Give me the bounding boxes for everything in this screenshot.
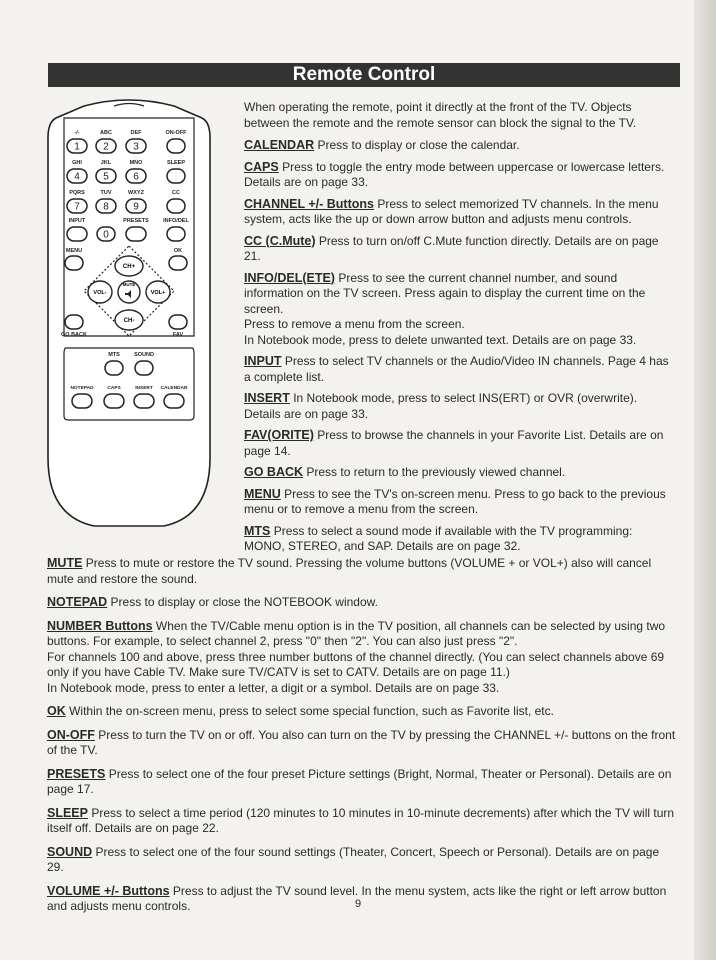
button-label: PQRS [69,190,85,196]
entry-desc: Within the on-screen menu, press to select some special function, such as Favorite list, etc. [69,704,554,718]
bottom-button-label: INSERT [135,386,153,391]
entry-calendar [244,138,674,154]
entry-key: NOTEPAD [47,595,108,609]
entry-desc: Press to adjust the TV sound level. In the menu system, acts like the right or left arrow button and adjusts menu controls. [47,883,667,913]
ch-down-label: CH- [123,318,135,324]
bottom-button-label: CAPS [107,386,121,391]
page-edge [694,0,716,960]
entry-go-back [244,465,674,481]
entry-desc: Press to toggle the entry mode between uppercase or lowercase letters. Details are on page 33. [244,159,665,189]
entry-menu [244,487,674,518]
page-number: 9 [355,898,362,910]
entry-key: GO BACK [244,465,304,479]
digit-label: 2 [103,141,109,153]
button-label: MNO [129,160,143,166]
entry-key: PRESETS [47,766,106,781]
fav-label: FAV [172,332,184,338]
entry-desc: Press to turn the TV on or off. You also can turn on the TV by pressing the CHANNEL +/- buttons on the front of the TV. [47,727,676,757]
mts-label: MTS [108,352,120,358]
entry-input [244,354,674,385]
entry-key: MENU [244,486,281,501]
entry-on-off [47,728,679,759]
button-label: INPUT [68,218,86,224]
mute-label: MUTE [122,282,136,287]
ch-up-label: CH+ [122,264,136,270]
ok-label: OK [173,248,183,254]
entry-fav-orite [244,428,674,459]
digit-label: 3 [133,141,139,153]
go-back-label: GO BACK [61,332,87,338]
entry-sleep [47,806,679,837]
sound-label: SOUND [134,352,154,358]
entry-desc: Press to mute or restore the TV sound. Pressing the volume buttons (VOLUME + or VOL+) also will cancel mute and restore the sound. [47,556,652,586]
vol-up-label: VOL+ [150,290,166,296]
entry-key: VOLUME +/- Buttons [47,883,170,898]
entry-key: ON-OFF [47,727,95,742]
entry-desc: Press to select a time period (120 minutes to 10 minutes in 10-minute decrements) after which the TV will turn itself off. Details are on page 22. [47,805,675,835]
button-label: INFO/DEL [163,218,189,224]
entry-key: SOUND [47,844,93,859]
entry-sound [47,845,679,876]
entry-key: FAV(ORITE) [244,428,314,442]
intro-text: When operating the remote, point it directly at the front of the TV. Objects between the remote and the remote sensor can block the signal to the TV. [244,100,637,130]
entry-key: MUTE [47,556,83,570]
digit-label: 4 [74,171,80,183]
digit-label: 0 [103,229,109,241]
entry-mute [47,556,679,587]
entry-key: INSERT [244,391,290,405]
button-label: GHI [72,160,82,166]
button-label: TUV [100,190,112,196]
entry-line: For channels 100 and above, press three number buttons of the channel directly. (You can select channels above 69 only if you have Cable TV. Make sure TV/CATV is set to CATV. Details are on page 11.) [47,649,665,679]
entry-ok [47,704,679,720]
entry-key: CALENDAR [244,138,315,152]
entry-desc: Press to return to the previously viewed channel. [306,465,566,479]
page-title: Remote Control [292,64,436,85]
entry-key: CHANNEL +/- Buttons [244,196,374,211]
entry-key: INFO/DEL(ETE) [244,270,335,285]
digit-label: 9 [133,201,139,213]
entry-desc: Press to select memorized TV channels. In the menu system, acts like the up or down arrow button and adjusts menu controls. [244,196,659,226]
entry-key: MTS [244,523,271,538]
digit-label: 8 [103,201,109,213]
digit-label: 5 [103,171,109,183]
button-label: DEF [130,130,142,136]
button-label: PRESETS [123,218,149,224]
right-column [244,100,674,561]
entry-info-del-ete [244,271,674,349]
entry-volume-buttons [47,884,679,915]
remote-illustration [44,98,214,530]
digit-label: 6 [133,171,139,183]
entry-desc: Press to see the current channel number, and sound information on the TV screen. Press again to display the current time on the screen. [244,270,646,316]
digit-label: 1 [74,141,80,153]
digit-label: 7 [74,201,80,213]
entry-mts [244,524,674,555]
entry-cc-c-mute [244,234,674,265]
entry-key: CAPS [244,159,279,174]
menu-label: MENU [65,248,83,254]
entry-number-buttons [47,619,679,697]
entry-desc: Press to browse the channels in your Favorite List. Details are on page 14. [244,428,664,458]
entry-key: SLEEP [47,805,88,820]
entry-key: CC (C.Mute) [244,233,316,248]
entry-desc: Press to select one of the four sound settings (Theater, Concert, Speech or Personal). Details are on page 29. [47,844,660,874]
entry-line: In Notebook mode, press to enter a letter, a digit or a symbol. Details are on page 33. [47,680,500,695]
entry-desc: Press to display or close the NOTEBOOK window. [110,595,378,609]
entry-insert [244,391,674,422]
entry-caps [244,160,674,191]
button-label: JKL [100,160,112,166]
entry-desc: Press to see the TV's on-screen menu. Press to go back to the previous menu or to remove a menu from the screen. [244,486,666,516]
button-label: WXYZ [128,190,144,196]
entry-desc: When the TV/Cable menu option is in the TV position, all channels can be selected by using two buttons. For example, to select channel 2, press "0" then "2". You can also just press "2". [47,618,666,648]
entry-desc: In Notebook mode, press to select INS(ERT) or OVR (overwrite). Details are on page 33. [244,391,638,421]
entry-key: OK [47,704,66,718]
entry-line: Press to remove a menu from the screen. [244,317,465,331]
button-label: ON-OFF [165,130,187,136]
entry-line: In Notebook mode, press to delete unwanted text. Details are on page 33. [244,332,637,347]
button-label: CC [172,190,180,196]
bottom-button-label: NOTEPAD [70,386,94,391]
entry-notepad [47,595,679,611]
button-label: SLEEP [166,160,186,166]
entry-desc: Press to display or close the calendar. [317,138,520,152]
title-bar [48,63,680,87]
button-label: ABC [100,130,112,136]
bottom-button-label: CALENDAR [160,386,188,391]
entry-key: NUMBER Buttons [47,618,153,633]
entry-desc: Press to select one of the four preset Picture settings (Bright, Normal, Theater or Personal). Details are on page 17. [47,766,672,796]
entry-desc: Press to turn on/off C.Mute function directly. Details are on page 21. [244,233,659,263]
entry-desc: Press to select TV channels or the Audio/Video IN channels. Page 4 has a complete list. [244,354,669,384]
button-label: -/- [74,130,80,136]
bottom-section [47,556,679,923]
entry-desc: Press to select a sound mode if available with the TV programming: MONO, STEREO, and SAP. Details are on page 32. [244,523,633,553]
vol-down-label: VOL- [93,290,107,296]
entry-key: INPUT [244,354,282,368]
entry-channel-buttons [244,197,674,228]
entry-presets [47,767,679,798]
